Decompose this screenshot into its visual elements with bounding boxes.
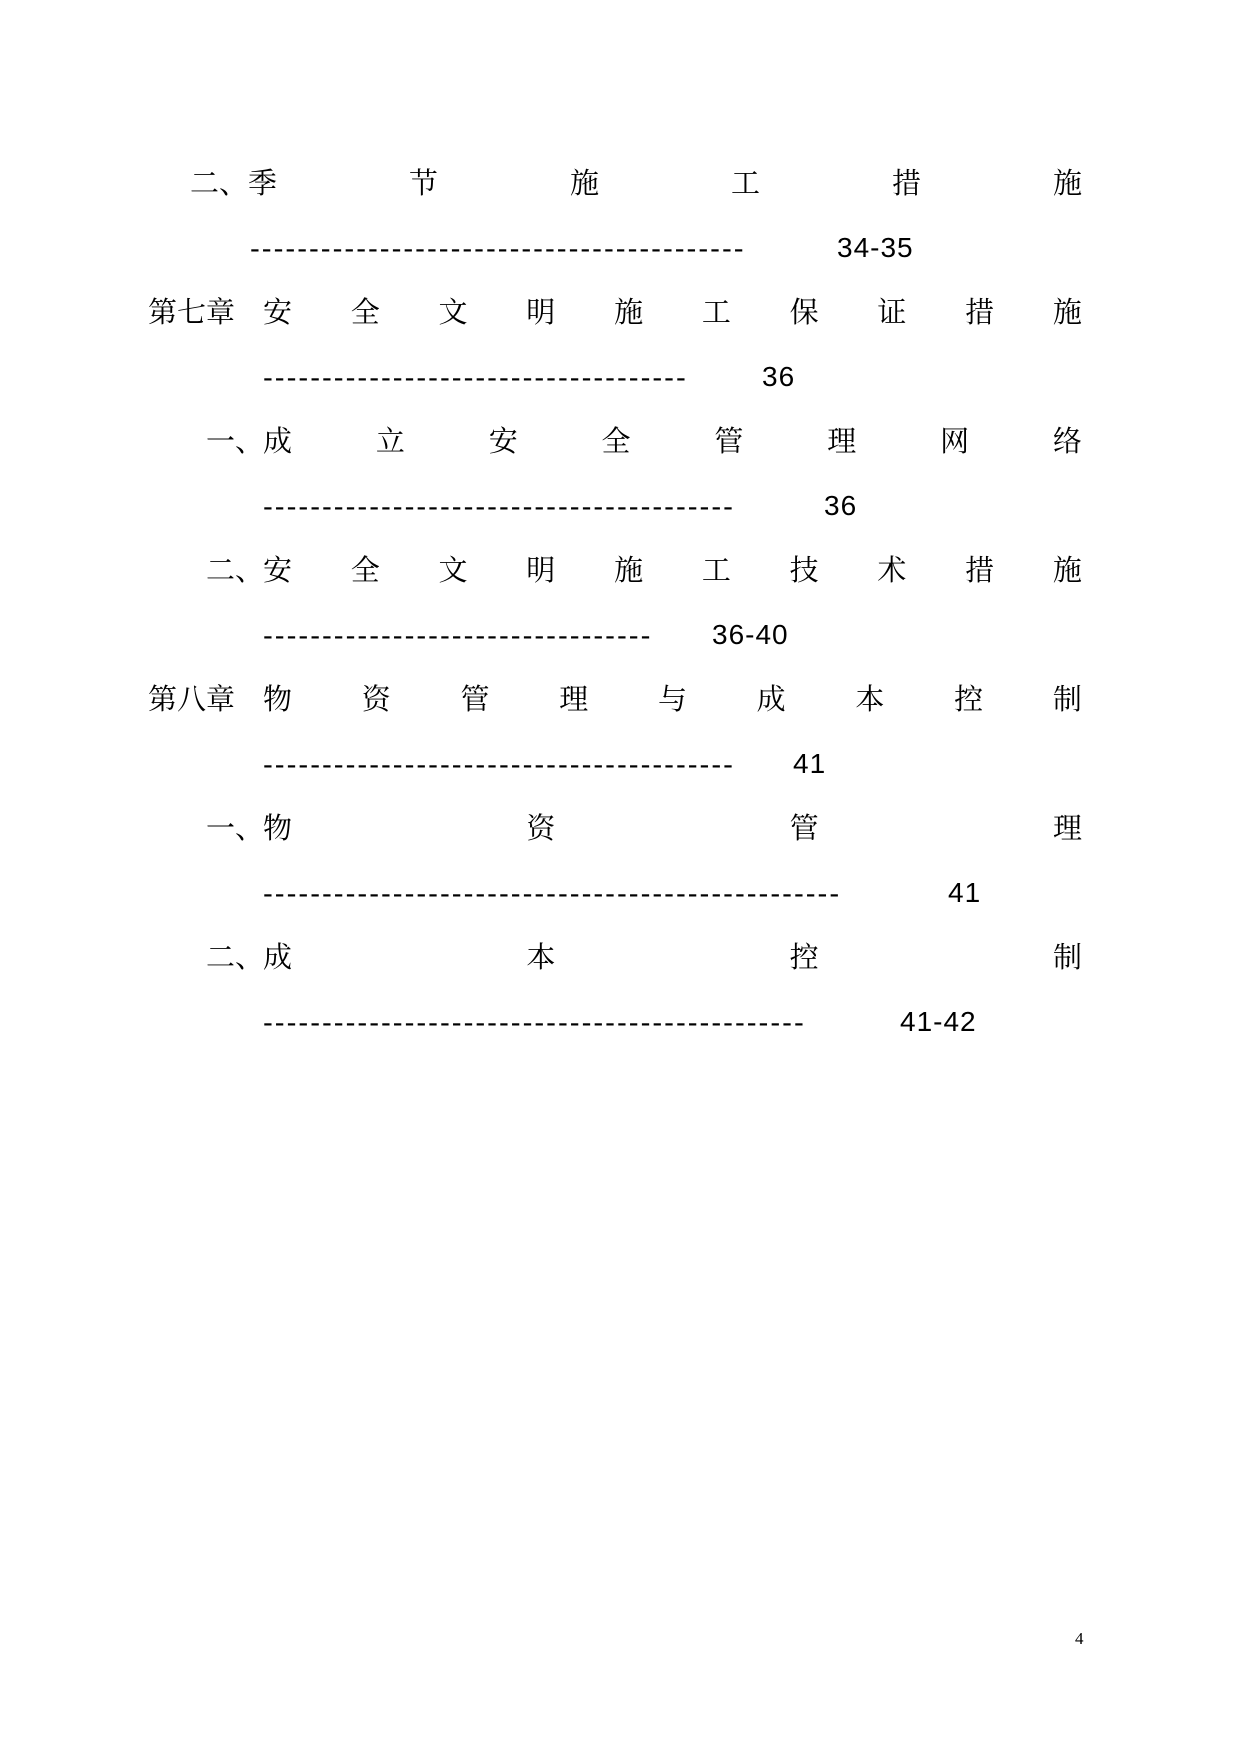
title-char: 安: [263, 553, 293, 587]
title-char: 理: [827, 424, 857, 458]
toc-entry-3-leader-line[interactable]: [263, 615, 789, 655]
toc-entry-3-title[interactable]: [206, 550, 1082, 590]
title-char: 施: [1052, 553, 1082, 587]
toc-entry-1-page: 36: [762, 361, 796, 392]
title-char: 安: [488, 424, 518, 458]
toc-entry-6-title[interactable]: [206, 937, 1082, 977]
toc-entry-0-title[interactable]: [190, 163, 1082, 203]
toc-entry-2-text: [263, 421, 1082, 461]
title-char: 成: [263, 424, 293, 458]
title-char: 网: [940, 424, 970, 458]
toc-entry-2-prefix: 一、: [206, 424, 265, 458]
title-char: 物: [263, 811, 293, 845]
title-char: 本: [526, 940, 556, 974]
toc-entry-4-leader-line[interactable]: [263, 744, 826, 784]
toc-entry-6-leader-line[interactable]: [263, 1002, 977, 1042]
title-char: 证: [877, 295, 907, 329]
title-char: 措: [965, 553, 995, 587]
toc-entry-1-leader: ------------------------------------: [263, 360, 688, 394]
title-char: 全: [350, 553, 380, 587]
title-char: 与: [657, 682, 687, 716]
title-char: 文: [438, 295, 468, 329]
toc-entry-3-page: 36-40: [712, 619, 789, 650]
toc-entry-1-prefix: 第七章: [148, 295, 236, 329]
title-char: 全: [350, 295, 380, 329]
title-char: 全: [601, 424, 631, 458]
title-char: 成: [263, 940, 293, 974]
title-char: 制: [1052, 940, 1082, 974]
toc-entry-0-prefix: 二、: [190, 166, 249, 200]
toc-entry-5-leader-line[interactable]: [263, 873, 981, 913]
toc-entry-2-leader: ----------------------------------------: [263, 489, 735, 523]
title-char: 施: [614, 553, 644, 587]
title-char: 措: [965, 295, 995, 329]
toc-entry-5-title[interactable]: [206, 808, 1082, 848]
toc-entry-4-prefix: 第八章: [148, 682, 236, 716]
title-char: 管: [789, 811, 819, 845]
title-char: 控: [954, 682, 984, 716]
toc-entry-0-page: 34-35: [837, 232, 914, 263]
toc-entry-5-leader: -------------------------------------------------: [263, 876, 842, 910]
toc-entry-6-text: [263, 937, 1082, 977]
title-char: 季: [248, 166, 278, 200]
toc-entry-1-text: [263, 292, 1082, 332]
toc-entry-6-leader: ----------------------------------------------: [263, 1005, 806, 1039]
title-char: 技: [789, 553, 819, 587]
toc-entry-2-title[interactable]: [206, 421, 1082, 461]
toc-entry-5-text: [263, 808, 1082, 848]
toc-entry-4-leader: ----------------------------------------: [263, 747, 735, 781]
toc-entry-0-leader-line[interactable]: [250, 228, 914, 268]
title-char: 管: [714, 424, 744, 458]
toc-entry-2-leader-line[interactable]: [263, 486, 857, 526]
title-char: 立: [375, 424, 405, 458]
title-char: 文: [438, 553, 468, 587]
title-char: 施: [1052, 295, 1082, 329]
toc-entry-4-text: [263, 679, 1082, 719]
title-char: 安: [263, 295, 293, 329]
title-char: 术: [877, 553, 907, 587]
toc-entry-1-title[interactable]: [148, 292, 1082, 332]
title-char: 理: [559, 682, 589, 716]
toc-entry-2-page: 36: [824, 490, 858, 521]
toc-entry-1-leader-line[interactable]: [263, 357, 795, 397]
title-char: 制: [1052, 682, 1082, 716]
toc-entry-6-page: 41-42: [900, 1006, 977, 1037]
title-char: 明: [526, 295, 556, 329]
toc-entry-0-leader: ------------------------------------------: [250, 231, 746, 265]
title-char: 措: [891, 166, 921, 200]
title-char: 资: [361, 682, 391, 716]
title-char: 工: [701, 295, 731, 329]
title-char: 工: [730, 166, 760, 200]
title-char: 明: [526, 553, 556, 587]
toc-entry-4-title[interactable]: [148, 679, 1082, 719]
title-char: 节: [409, 166, 439, 200]
title-char: 物: [263, 682, 293, 716]
title-char: 成: [756, 682, 786, 716]
title-char: 本: [855, 682, 885, 716]
title-char: 施: [569, 166, 599, 200]
title-char: 施: [614, 295, 644, 329]
title-char: 理: [1052, 811, 1082, 845]
title-char: 资: [526, 811, 556, 845]
toc-entry-4-page: 41: [793, 748, 827, 779]
title-char: 管: [460, 682, 490, 716]
title-char: 络: [1052, 424, 1082, 458]
toc-entry-6-prefix: 二、: [206, 940, 265, 974]
toc-entry-3-text: [263, 550, 1082, 590]
toc-entry-0-text: [248, 163, 1082, 203]
title-char: 保: [789, 295, 819, 329]
toc-entry-3-prefix: 二、: [206, 553, 265, 587]
title-char: 工: [701, 553, 731, 587]
page-number: 4: [1075, 1629, 1084, 1648]
toc-entry-5-page: 41: [948, 877, 982, 908]
title-char: 施: [1052, 166, 1082, 200]
toc-entry-5-prefix: 一、: [206, 811, 265, 845]
toc-entry-3-leader: ---------------------------------: [263, 618, 653, 652]
title-char: 控: [789, 940, 819, 974]
